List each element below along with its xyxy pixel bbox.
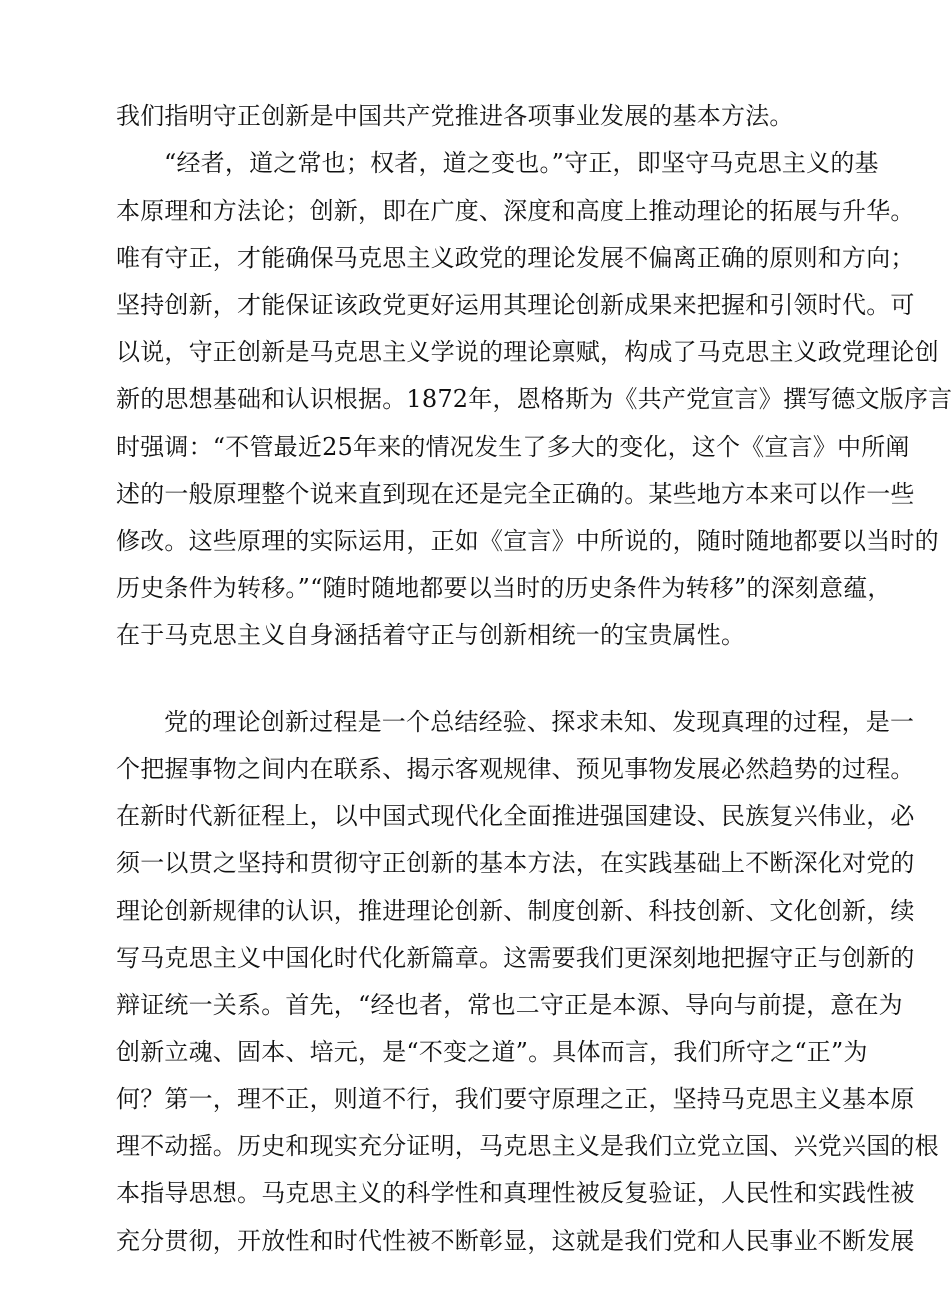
text-line: 写马克思主义中国化时代化新篇章。这需要我们更深刻地把握守正与创新的 — [116, 944, 915, 972]
text-line: 本原理和方法论；创新，即在广度、深度和高度上推动理论的拓展与升华。 — [116, 197, 915, 225]
text-line: 历史条件为转移。”“随时随地都要以当时的历史条件为转移”的深刻意蕴， — [116, 574, 892, 602]
text-line: 理论创新规律的认识，推进理论创新、制度创新、科技创新、文化创新，续 — [116, 897, 915, 925]
text-line: 理不动摇。历史和现实充分证明，马克思主义是我们立党立国、兴党兴国的根 — [116, 1132, 939, 1160]
text-line: 在新时代新征程上，以中国式现代化全面推进强国建设、民族复兴伟业，必 — [116, 802, 915, 830]
text-line: 须一以贯之坚持和贯彻守正创新的基本方法，在实践基础上不断深化对党的 — [116, 849, 915, 877]
text-line: 在于马克思主义自身涵括着守正与创新相统一的宝贵属性。 — [116, 621, 746, 649]
text-line: 何？第一，理不正，则道不行，我们要守原理之正，坚持马克思主义基本原 — [116, 1085, 915, 1113]
text-line: “经者，道之常也；权者，道之变也。”守正，即坚守马克思主义的基 — [164, 149, 879, 177]
text-line: 我们指明守正创新是中国共产党推进各项事业发展的基本方法。 — [116, 102, 794, 130]
text-line: 党的理论创新过程是一个总结经验、探求未知、发现真理的过程，是一 — [164, 708, 915, 736]
text-line: 述的一般原理整个说来直到现在还是完全正确的。某些地方本来可以作一些 — [116, 480, 915, 508]
text-line: 时强调：“不管最近25年来的情况发生了多大的变化，这个《宣言》中所阐 — [116, 433, 910, 461]
text-line: 充分贯彻，开放性和时代性被不断彰显，这就是我们党和人民事业不断发展 — [116, 1227, 915, 1255]
text-line: 以说，守正创新是马克思主义学说的理论禀赋，构成了马克思主义政党理论创 — [116, 338, 939, 366]
text-line: 新的思想基础和认识根据。1872年，恩格斯为《共产党宣言》撰写德文版序言 — [116, 385, 952, 413]
text-line: 创新立魂、固本、培元，是“不变之道”。具体而言，我们所守之“正”为 — [116, 1038, 868, 1066]
text-line: 修改。这些原理的实际运用，正如《宣言》中所说的，随时随地都要以当时的 — [116, 527, 939, 555]
text-line: 辩证统一关系。首先，“经也者，常也二守正是本源、导向与前提，意在为 — [116, 991, 903, 1019]
text-line: 坚持创新，才能保证该政党更好运用其理论创新成果来把握和引领时代。可 — [116, 291, 915, 319]
text-line: 本指导思想。马克思主义的科学性和真理性被反复验证，人民性和实践性被 — [116, 1179, 915, 1207]
text-line: 唯有守正，才能确保马克思主义政党的理论发展不偏离正确的原则和方向； — [116, 244, 915, 272]
text-line: 个把握事物之间内在联系、揭示客观规律、预见事物发展必然趋势的过程。 — [116, 755, 915, 783]
